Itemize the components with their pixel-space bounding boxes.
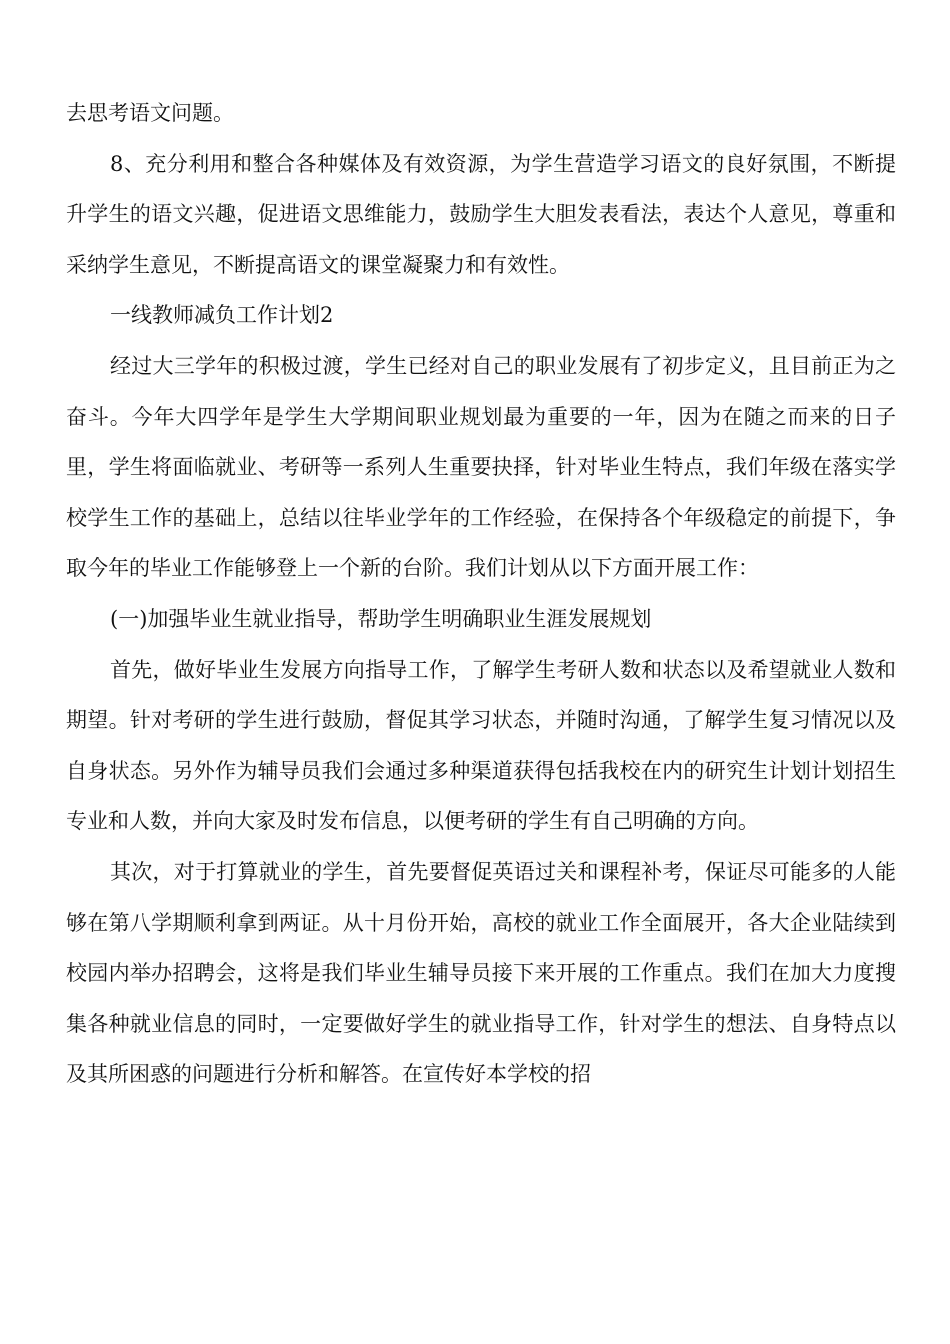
- paragraph-first: 首先，做好毕业生发展方向指导工作，了解学生考研人数和状态以及希望就业人数和期望。针对考研的学生进行鼓励，督促其学习状态，并随时沟通，了解学生复习情况以及自身状态。另外作为辅导员我们会通过多种渠道获得包括我校在内的研究生计划计划招生专业和人数，并向大家及时发布信息，以便考研的学生有自己明确的方向。: [66, 657, 896, 834]
- paragraph-continuation: 去思考语文问题。: [66, 101, 234, 125]
- paragraph-intro: 经过大三学年的积极过渡，学生已经对自己的职业发展有了初步定义，且目前正为之奋斗。今年大四学年是学生大学期间职业规划最为重要的一年，因为在随之而来的日子里，学生将面临就业、考研等一系列人生重要抉择，针对毕业生特点，我们年级在落实学校学生工作的基础上，总结以往毕业学年的工作经验，在保持各个年级稳定的前提下，争取今年的毕业工作能够登上一个新的台阶。我们计划从以下方面开展工作：: [66, 353, 896, 581]
- paragraph-item-8: 8、充分利用和整合各种媒体及有效资源，为学生营造学习语文的良好氛围，不断提升学生的语文兴趣，促进语文思维能力，鼓励学生大胆发表看法，表达个人意见，尊重和采纳学生意见，不断提高语文的课堂凝聚力和有效性。: [66, 151, 896, 277]
- paragraph-second: 其次，对于打算就业的学生，首先要督促英语过关和课程补考，保证尽可能多的人能够在第八学期顺利拿到两证。从十月份开始，高校的就业工作全面展开，各大企业陆续到校园内举办招聘会，这将是我们毕业生辅导员接下来开展的工作重点。我们在加大力度搜集各种就业信息的同时，一定要做好学生的就业指导工作，针对学生的想法、自身特点以及其所困惑的问题进行分析和解答。在宣传好本学校的招: [66, 859, 896, 1087]
- subsection-title: (一)加强毕业生就业指导，帮助学生明确职业生涯发展规划: [110, 606, 652, 631]
- document-page: [66, 88, 896, 1100]
- section-title: 一线教师减负工作计划2: [110, 303, 334, 328]
